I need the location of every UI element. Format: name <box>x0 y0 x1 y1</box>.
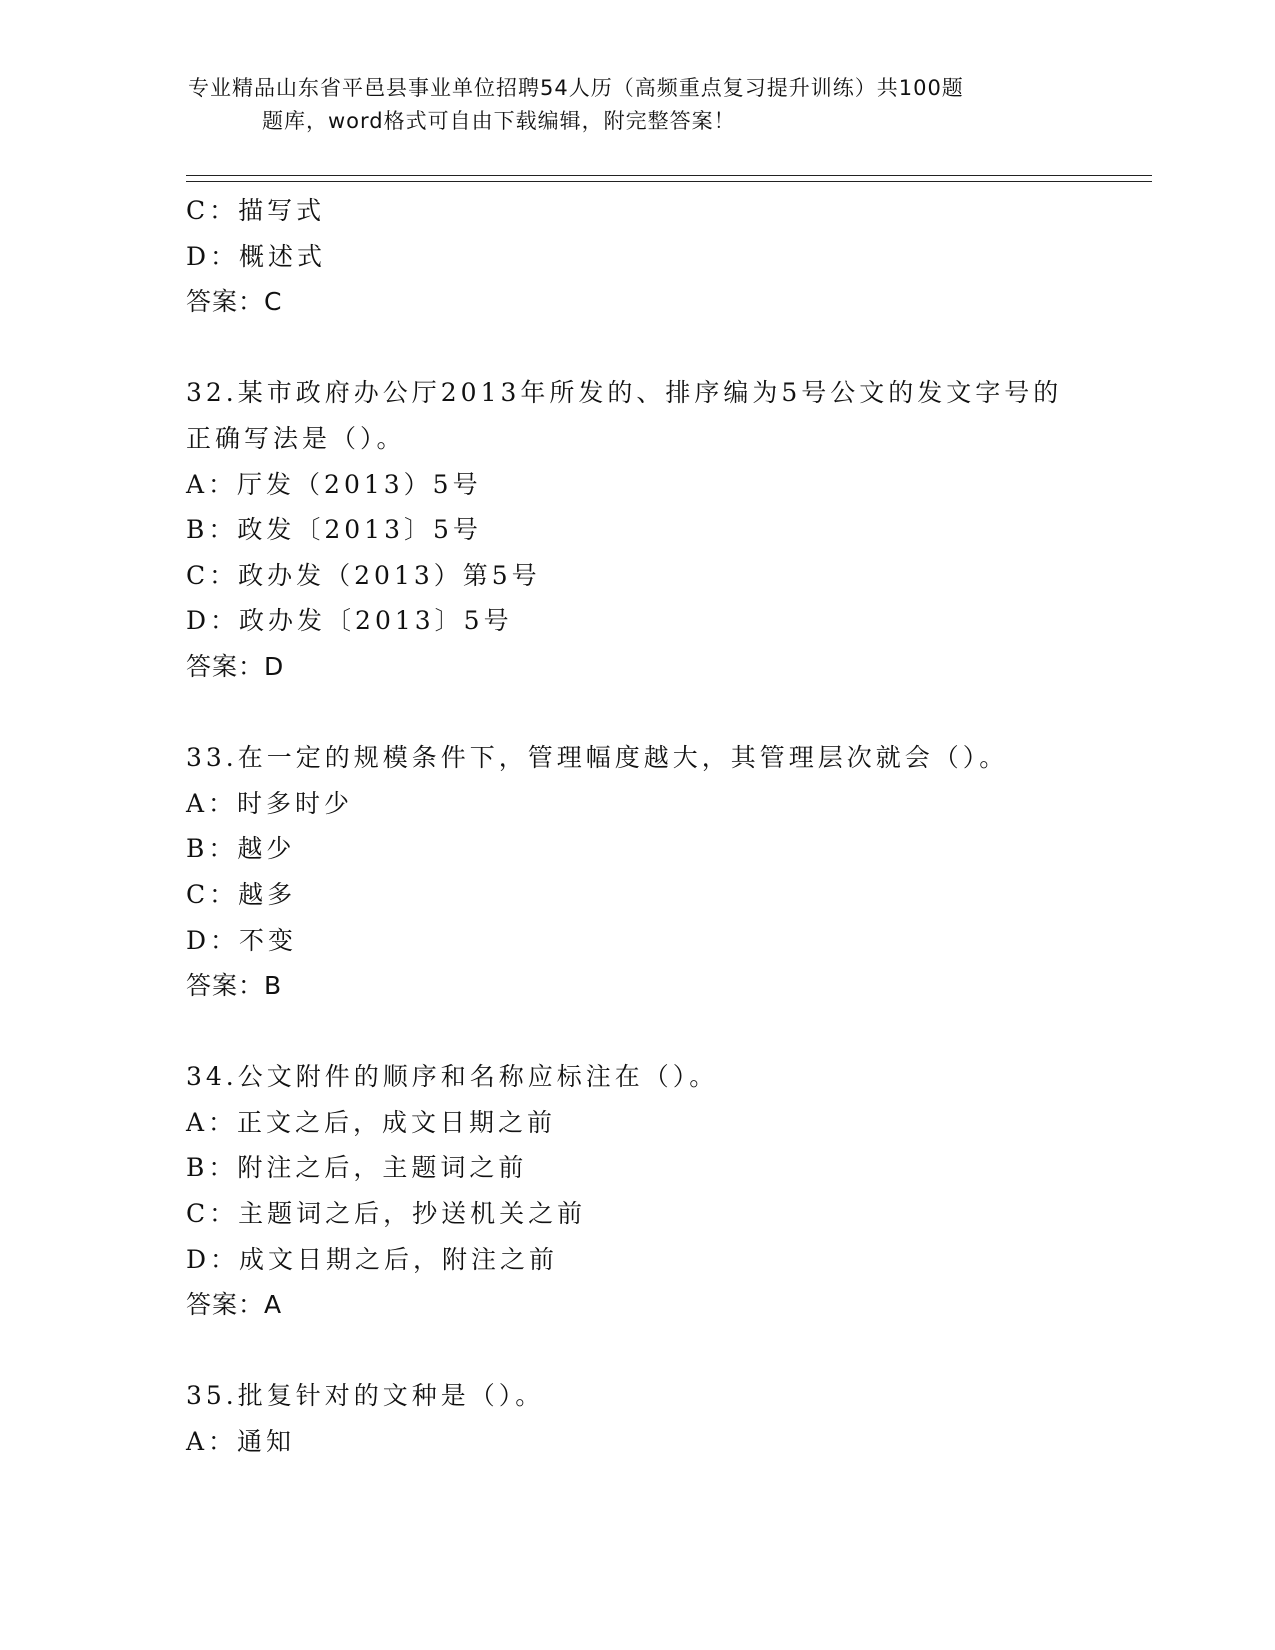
question-spacer <box>186 325 1146 371</box>
option-c: C：描写式 <box>186 196 326 225</box>
answer-line: 答案：D <box>186 651 285 681</box>
option-b: B：附注之后，主题词之前 <box>186 1153 528 1183</box>
option-c: C：越多 <box>186 879 297 909</box>
option-c: C：主题词之后，抄送机关之前 <box>186 1199 587 1229</box>
question-spacer <box>186 1009 1146 1055</box>
question-34 <box>186 1054 1146 1328</box>
option-a: A：厅发（2013）5号 <box>186 469 482 499</box>
question-31-tail <box>186 188 1146 325</box>
question-33 <box>186 735 1146 1009</box>
header-title-line-1: 专业精品山东省平邑县事业单位招聘54人历（高频重点复习提升训练）共100题 <box>188 76 964 100</box>
option-a: A：正文之后，成文日期之前 <box>186 1107 557 1137</box>
option-d: D：概述式 <box>186 241 327 271</box>
answer-line: 答案：C <box>186 287 283 317</box>
option-d: D：政办发〔2013〕5号 <box>186 606 513 636</box>
question-stem: 正确写法是（）。 <box>186 423 406 453</box>
option-a: A：时多时少 <box>186 788 354 818</box>
document-body <box>186 188 1146 1465</box>
option-d: D：不变 <box>186 925 298 955</box>
option-c: C：政办发（2013）第5号 <box>186 560 541 590</box>
question-35 <box>186 1373 1146 1464</box>
question-32 <box>186 370 1146 689</box>
header-rule-top <box>186 175 1152 176</box>
question-stem: 33.在一定的规模条件下，管理幅度越大，其管理层次就会（）。 <box>186 743 1009 773</box>
option-b: B：政发〔2013〕5号 <box>186 515 482 545</box>
question-stem: 32.某市政府办公厅2013年所发的、排序编为5号公文的发文字号的 <box>186 378 1063 408</box>
option-b: B：越少 <box>186 834 296 864</box>
option-a: A：通知 <box>186 1427 296 1457</box>
header-title-line-2: 题库，word格式可自由下载编辑，附完整答案！ <box>262 109 736 133</box>
question-stem: 35.批复针对的文种是（）。 <box>186 1381 545 1411</box>
question-stem: 34.公文附件的顺序和名称应标注在（）。 <box>186 1062 719 1092</box>
answer-line: 答案：A <box>186 1290 283 1320</box>
question-spacer <box>186 1328 1146 1374</box>
header-rule-bottom <box>186 181 1152 182</box>
answer-line: 答案：B <box>186 971 283 1001</box>
option-d: D：成文日期之后，附注之前 <box>186 1244 559 1274</box>
question-spacer <box>186 690 1146 736</box>
